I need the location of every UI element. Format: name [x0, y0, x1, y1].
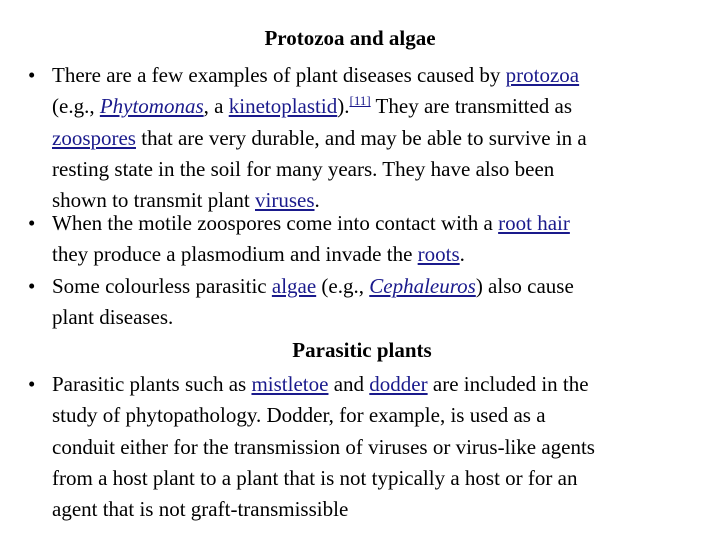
bullet-text [52, 60, 692, 216]
link-phytomonas[interactable] [100, 94, 204, 118]
text-line: resting state in the soil for many years. They have also been [52, 156, 555, 181]
text-span: , a [203, 94, 229, 119]
text-line [52, 208, 692, 239]
citation-link-11[interactable]: [11] [349, 93, 371, 109]
text-span: (e.g., [316, 274, 370, 298]
text-span: . [459, 242, 465, 267]
text-span: (e.g., [52, 94, 100, 119]
bullet-icon: • [28, 372, 36, 396]
bullet-text [52, 208, 692, 271]
text-span: They are transmitted as [370, 94, 573, 119]
text-span: . [314, 188, 320, 213]
bullet-text [52, 369, 692, 525]
text-line [52, 60, 692, 91]
text-line: from a host plant to a plant that is not typically a host or for an [52, 465, 578, 490]
link-mistletoe[interactable]: mistletoe [251, 372, 329, 396]
text-line [52, 369, 692, 400]
text-span: and [328, 372, 370, 396]
bullet-icon: • [28, 274, 36, 298]
text-span: There are a few examples of plant diseases caused by [52, 63, 506, 87]
text-span: ). [337, 94, 350, 119]
link-kinetoplastid[interactable]: kinetoplastid [228, 94, 338, 119]
bullet-text [52, 271, 692, 334]
text-span: When the motile zoospores come into contact with a [52, 211, 499, 235]
heading-protozoa-algae: Protozoa and algae [264, 26, 436, 50]
bullet-icon: • [28, 211, 36, 235]
heading-parasitic-plants: Parasitic plants [292, 338, 432, 362]
text-line [52, 123, 692, 154]
text-span: ) also cause [475, 274, 574, 298]
link-text: Phytomonas [99, 94, 204, 119]
link-zoospores[interactable]: zoospores [52, 125, 136, 150]
link-protozoa[interactable]: protozoa [505, 63, 580, 87]
bullet-icon: • [28, 63, 36, 87]
text-span: that are very durable, and may be able to survive in a [135, 125, 587, 150]
text-span: shown to transmit plant [52, 188, 255, 213]
text-span: Some colourless parasitic [52, 274, 272, 298]
text-line [52, 91, 692, 122]
link-root-hair[interactable]: root hair [498, 211, 570, 235]
text-line: study of phytopathology. Dodder, for example, is used as a [52, 403, 546, 428]
text-span: they produce a plasmodium and invade the [52, 242, 418, 267]
text-line [52, 239, 692, 270]
link-algae[interactable]: algae [271, 274, 317, 298]
text-line: agent that is not graft-transmissible [52, 497, 349, 522]
text-span: are included in the [427, 372, 589, 396]
link-text: Cephaleuros [369, 274, 476, 298]
text-span: Parasitic plants such as [52, 372, 252, 396]
text-line [52, 271, 692, 302]
link-dodder[interactable]: dodder [369, 372, 428, 396]
link-cephaleuros[interactable] [369, 274, 476, 298]
text-line: conduit either for the transmission of viruses or virus-like agents [52, 434, 595, 459]
link-roots[interactable]: roots [417, 242, 460, 267]
link-viruses[interactable]: viruses [255, 188, 315, 213]
text-line: plant diseases. [52, 305, 174, 330]
